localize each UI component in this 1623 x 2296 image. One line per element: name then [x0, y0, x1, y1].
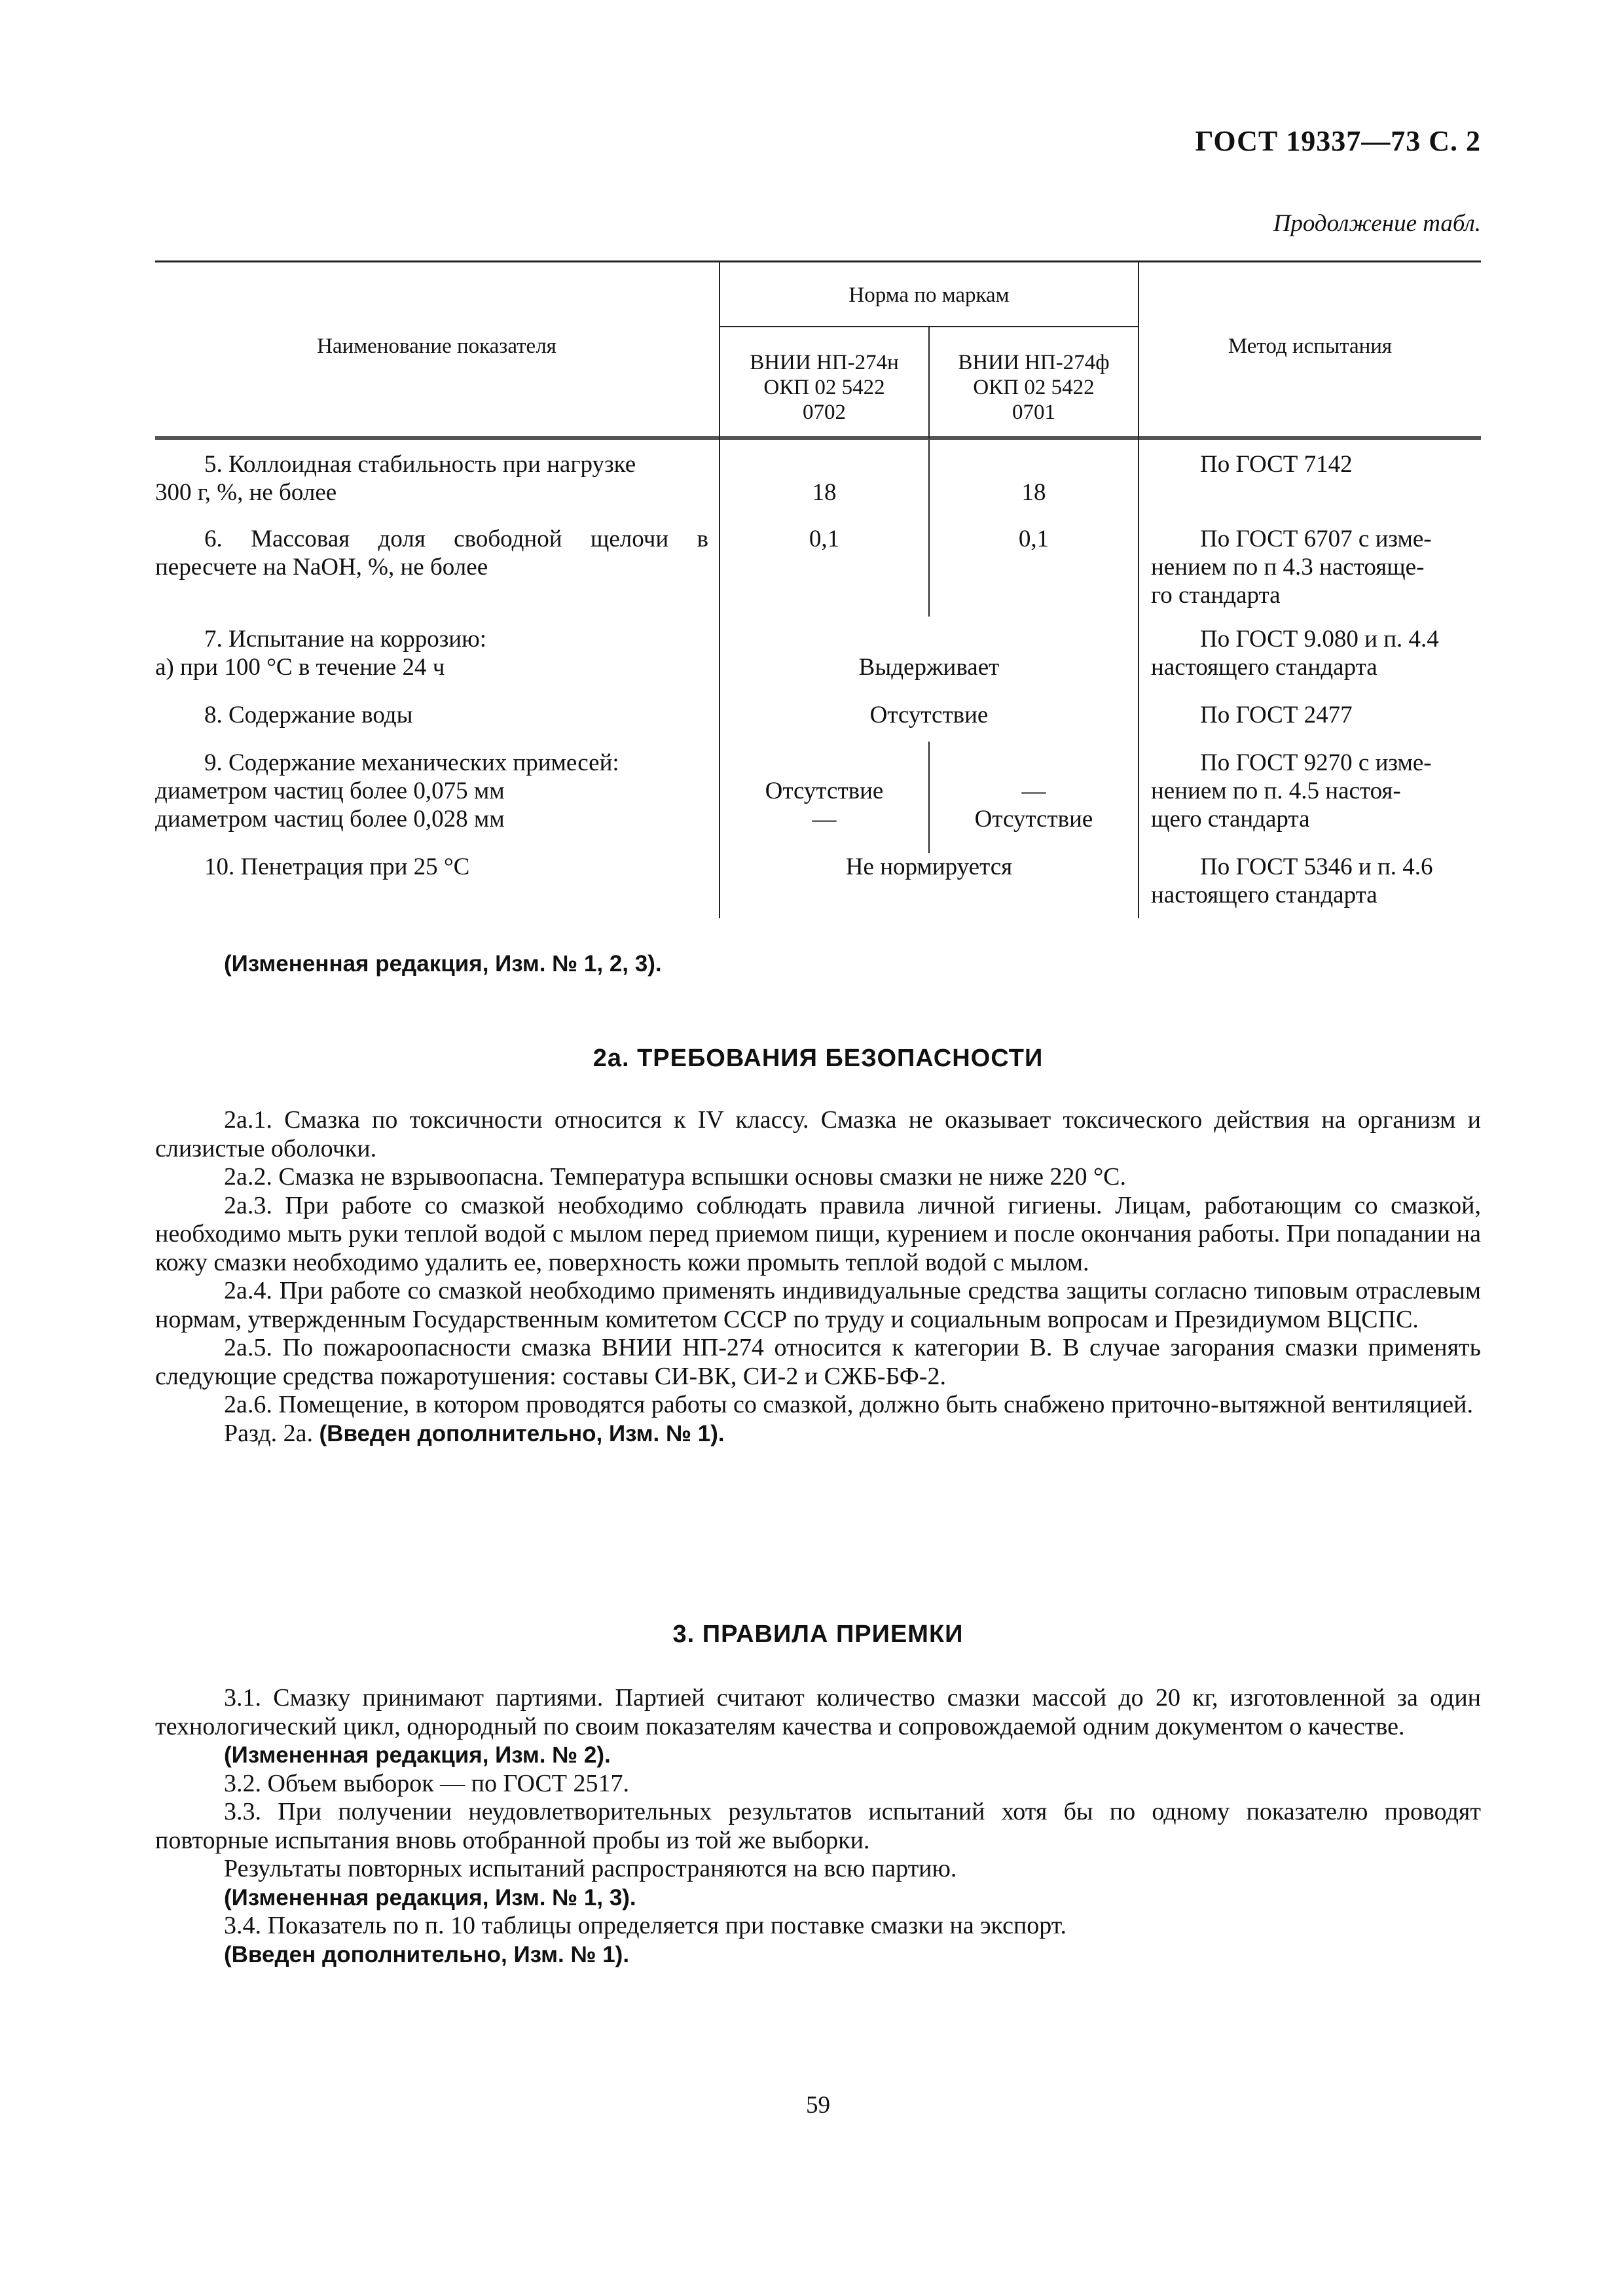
header-norm: Норма по маркам: [848, 283, 1010, 307]
section-2a-title: 2а. ТРЕБОВАНИЯ БЕЗОПАСНОСТИ: [593, 1045, 1044, 1072]
row-9-method: По ГОСТ 9270 с изме- нением по п. 4.5 настоя- щего стандарта: [1151, 749, 1432, 833]
header-indicator-name: Наименование показателя: [317, 334, 556, 358]
table-header-rule: [155, 436, 1481, 440]
section-2a-note: Разд. 2а. (Введен дополнительно, Изм. № 1).: [224, 1419, 725, 1447]
para-3-4: 3.4. Показатель по п. 10 таблицы определяется при поставке смазки на экспорт.: [224, 1912, 1067, 1939]
row-6-value-274n: 0,1: [809, 526, 840, 552]
header-test-method: Метод испытания: [1228, 334, 1393, 358]
para-2a-6: 2а.6. Помещение, в котором проводятся работы со смазкой, должно быть снабжено приточно-вытяжной вентиляцией.: [224, 1391, 1473, 1418]
page-number: 59: [806, 2092, 830, 2119]
row-9-value-274n: Отсутствие —: [765, 778, 884, 833]
amend-3-3: (Измененная редакция, Изм. № 1, 3).: [224, 1884, 636, 1910]
row-10-value-span: Не нормируется: [845, 853, 1013, 880]
table-row-6-name: 6. Массовая доля свободной щелочи в пересчете на NaOH, %, не более: [155, 526, 708, 581]
table-row-5-name: 5. Коллоидная стабильность при нагрузке 300 г, %, не более: [155, 451, 636, 506]
row-7-method: По ГОСТ 9.080 и п. 4.4 настоящего стандарта: [1151, 626, 1439, 681]
para-3-2: 3.2. Объем выборок — по ГОСТ 2517.: [224, 1769, 629, 1797]
row-6-method: По ГОСТ 6707 с изме- нением по п 4.3 настояще- го стандарта: [1151, 526, 1432, 609]
col-divider-3: [1138, 260, 1139, 918]
table-amendment-note: (Измененная редакция, Изм. № 1, 2, 3).: [224, 951, 662, 977]
para-2a-4: 2а.4. При работе со смазкой необходимо применять индивидуальные средства защиты согласно типовым отраслевым нормам, утвержденным Государственным комитетом СССР по труду и социальным вопросам и Президиумом ВЦСПС.: [155, 1277, 1481, 1333]
para-2a-1: 2а.1. Смазка по токсичности относится к IV классу. Смазка не оказывает токсического действия на организм и слизистые оболочки.: [155, 1106, 1481, 1162]
table-top-rule: [155, 260, 1481, 262]
section-3-title: 3. ПРАВИЛА ПРИЕМКИ: [672, 1621, 964, 1648]
header-brand-274f: ВНИИ НП-274ф ОКП 02 5422 0701: [958, 351, 1110, 424]
row-6-value-274f: 0,1: [1018, 526, 1049, 552]
para-2a-3: 2а.3. При работе со смазкой необходимо соблюдать правила личной гигиены. Лицам, работающим со смазкой, необходимо мыть руки теплой водой с мылом перед приемом пищи, курением и после окончания работы. При попадании на кожу смазки необходимо удалить ее, поверхность кожи промыть теплой водой с мылом.: [155, 1191, 1481, 1276]
row-9-value-274f: — Отсутствие: [974, 778, 1093, 833]
amend-3-1: (Измененная редакция, Изм. № 2).: [224, 1742, 611, 1768]
table-row-7-name: 7. Испытание на коррозию: а) при 100 °С в течение 24 ч: [155, 626, 487, 681]
table-row-9-name: 9. Содержание механических примесей: диаметром частиц более 0,075 мм диаметром частиц более 0,028 мм: [155, 749, 619, 833]
para-2a-5: 2а.5. По пожароопасности смазка ВНИИ НП-274 относится к категории В. В случае загорания смазки применять следующие средства пожаротушения: составы СИ-ВК, СИ-2 и СЖБ-БФ-2.: [155, 1334, 1481, 1390]
row-8-method: По ГОСТ 2477: [1200, 702, 1353, 728]
row-5-value-274f: 18: [1021, 479, 1046, 506]
row-10-method: По ГОСТ 5346 и п. 4.6 настоящего стандарта: [1151, 853, 1433, 908]
header-brand-274n: ВНИИ НП-274н ОКП 02 5422 0702: [750, 351, 899, 424]
row-5-method: По ГОСТ 7142: [1200, 451, 1353, 478]
section-2a-body: [155, 1106, 1481, 1448]
table-row-10-name: 10. Пенетрация при 25 °С: [204, 853, 470, 880]
row-5-value-274n: 18: [812, 479, 837, 506]
document-header: ГОСТ 19337—73 С. 2: [1195, 125, 1481, 157]
para-3-3-b: Результаты повторных испытаний распространяются на всю партию.: [224, 1855, 957, 1882]
amend-3-4: (Введен дополнительно, Изм. № 1).: [224, 1941, 630, 1967]
row-7-value-span: Выдерживает: [858, 654, 1000, 681]
table-continuation-label: Продолжение табл.: [1273, 210, 1481, 237]
para-3-1: 3.1. Смазку принимают партиями. Партией считают количество смазки массой до 20 кг, изготовленной за один технологический цикл, однородный по своим показателям качества и сопровождаемой одним документом о качестве.: [155, 1684, 1481, 1740]
row-8-value-span: Отсутствие: [869, 702, 989, 728]
para-2a-2: 2а.2. Смазка не взрывоопасна. Температура вспышки основы смазки не ниже 220 °С.: [224, 1163, 1127, 1191]
table-row-8-name: 8. Содержание воды: [204, 702, 413, 728]
norm-subheader-rule: [720, 326, 1139, 327]
para-3-3: 3.3. При получении неудовлетворительных результатов испытаний хотя бы по одному показателю проводят повторные испытания вновь отобранной пробы из той же выборки.: [155, 1798, 1481, 1854]
section-3-body: [155, 1684, 1481, 1969]
